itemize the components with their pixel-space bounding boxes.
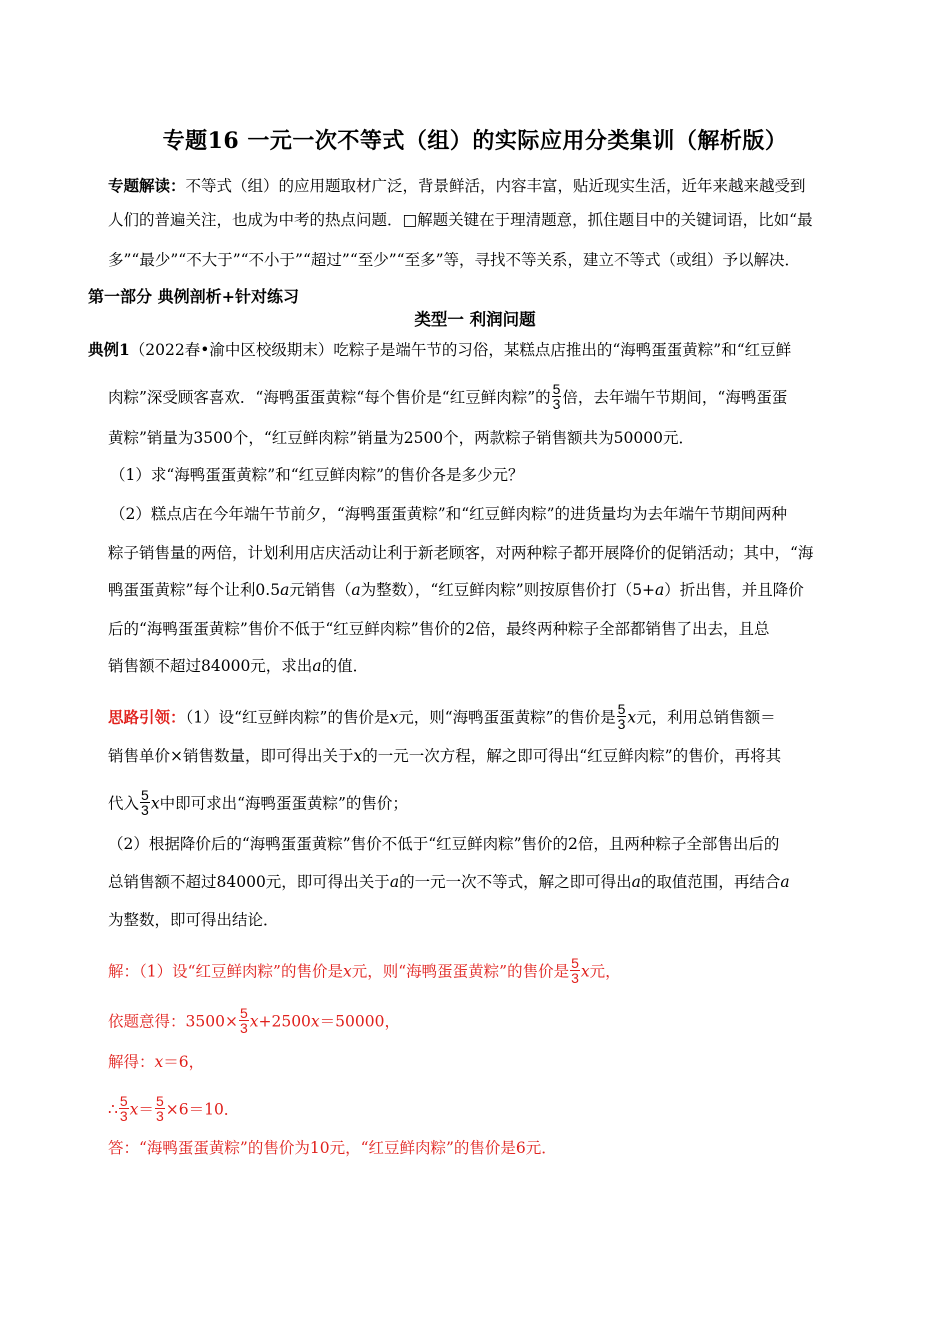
example-line-3: 黄粽”销量为3500个，“红豆鲜肉粽”销量为2500个，两款粽子销售额共为50000元． xyxy=(108,429,694,447)
hint-line-2: 销售单价×销售数量，即可得出关于x的一元一次方程，解之即可得出“红豆鲜肉粽”的售价，再将其 xyxy=(108,747,782,765)
section-part-heading: 第一部分 典例剖析+针对练习 xyxy=(88,287,299,306)
hint-line-3: 代入 $\frac{5}{3}$ x中即可求出“海鸭蛋蛋黄粽”的售价； xyxy=(108,787,408,818)
fraction-five-thirds: $\frac{5}{3}$ xyxy=(617,701,626,732)
fraction-five-thirds: $\frac{5}{3}$ xyxy=(141,787,149,818)
hint-line-5: 总销售额不超过84000元，即可得出关于a的一元一次不等式，解之即可得出a的取值范围，再结合a xyxy=(108,873,790,891)
fraction-five-thirds: $\frac{5}{3}$ xyxy=(571,955,579,986)
intro-line-1: 专题解读：不等式（组）的应用题取材广泛，背景鲜活，内容丰富，贴近现实生活，近年来越来越受到 xyxy=(108,176,806,195)
question-2-line-3: 鸭蛋蛋黄粽”每个让利0.5a元销售（a为整数），“红豆鲜肉粽”则按原售价打（5+a）折出售，并且降价 xyxy=(108,581,804,599)
question-2-line-4: 后的“海鸭蛋蛋黄粽”售价不低于“红豆鲜肉粽”售价的2倍，最终两种粽子全部都销售了出去，且总 xyxy=(108,620,770,638)
section-type-heading: 类型一 利润问题 xyxy=(414,310,536,329)
hint-line-1: 思路引领：（1）设“红豆鲜肉粽”的售价是x元，则“海鸭蛋蛋黄粽”的售价是 $\frac{5}{3}$ x元，利用总销售额＝ xyxy=(108,701,776,732)
question-2-line-2: 粽子销售量的两倍，计划利用店庆活动让利于新老顾客，对两种粽子都开展降价的促销活动；其中，“海 xyxy=(108,544,814,562)
intro-line-2: 人们的普遍关注，也成为中考的热点问题．□解题关键在于理清题意，抓住题目中的关键词语，比如“最 xyxy=(108,211,813,229)
solution-line-1: 解：（1）设“红豆鲜肉粽”的售价是x元，则“海鸭蛋蛋黄粽”的售价是 $\frac{5}{3}$ x元， xyxy=(108,955,621,986)
page-title: 专题16 一元一次不等式（组）的实际应用分类集训（解析版） xyxy=(162,128,788,154)
example-line-1: 典例1（2022春•渝中区校级期末）吃粽子是端午节的习俗，某糕点店推出的“海鸭蛋蛋黄粽”和“红豆鲜 xyxy=(88,340,792,359)
intro-label: 专题解读： xyxy=(108,176,186,195)
example-line-2: 肉粽”深受顾客喜欢．“海鸭蛋蛋黄粽“每个售价是“红豆鲜肉粽”的 $\frac{5}{3}$ 倍，去年端午节期间，“海鸭蛋蛋 xyxy=(108,381,788,412)
solution-answer: 答：“海鸭蛋蛋黄粽”的售价为10元，“红豆鲜肉粽”的售价是6元． xyxy=(108,1139,557,1157)
solution-line-3: 解得：x＝6， xyxy=(108,1053,205,1071)
solution-line-4: ∴ $\frac{5}{3}$ x＝ $\frac{5}{3}$ ×6＝10． xyxy=(108,1093,240,1124)
example-label: 典例1 xyxy=(88,340,130,359)
hint-line-4: （2）根据降价后的“海鸭蛋蛋黄粽”售价不低于“红豆鲜肉粽”售价的2倍，且两种粽子全部售出后的 xyxy=(108,835,780,853)
intro-line-3: 多”“最少”“不大于”“不小于”“超过”“至少”“至多”等，寻找不等关系，建立不等式（或组）予以解决． xyxy=(108,251,801,269)
fraction-five-thirds: $\frac{5}{3}$ xyxy=(552,381,561,412)
question-2-line-5: 销售额不超过84000元，求出a的值． xyxy=(108,657,369,675)
fraction-five-thirds: $\frac{5}{3}$ xyxy=(155,1093,164,1124)
question-2-line-1: （2）糕点店在今年端午节前夕，“海鸭蛋蛋黄粽”和“红豆鲜肉粽”的进货量均为去年端午节期间两种 xyxy=(110,505,788,523)
hint-line-6: 为整数，即可得出结论． xyxy=(108,911,279,929)
fraction-five-thirds: $\frac{5}{3}$ xyxy=(239,1005,248,1036)
question-1: （1）求“海鸭蛋蛋黄粽”和“红豆鲜肉粽”的售价各是多少元？ xyxy=(110,466,524,484)
fraction-five-thirds: $\frac{5}{3}$ xyxy=(119,1093,128,1124)
solution-line-2: 依题意得：3500× $\frac{5}{3}$ x+2500x＝50000， xyxy=(108,1005,400,1036)
hint-label: 思路引领： xyxy=(108,707,186,727)
